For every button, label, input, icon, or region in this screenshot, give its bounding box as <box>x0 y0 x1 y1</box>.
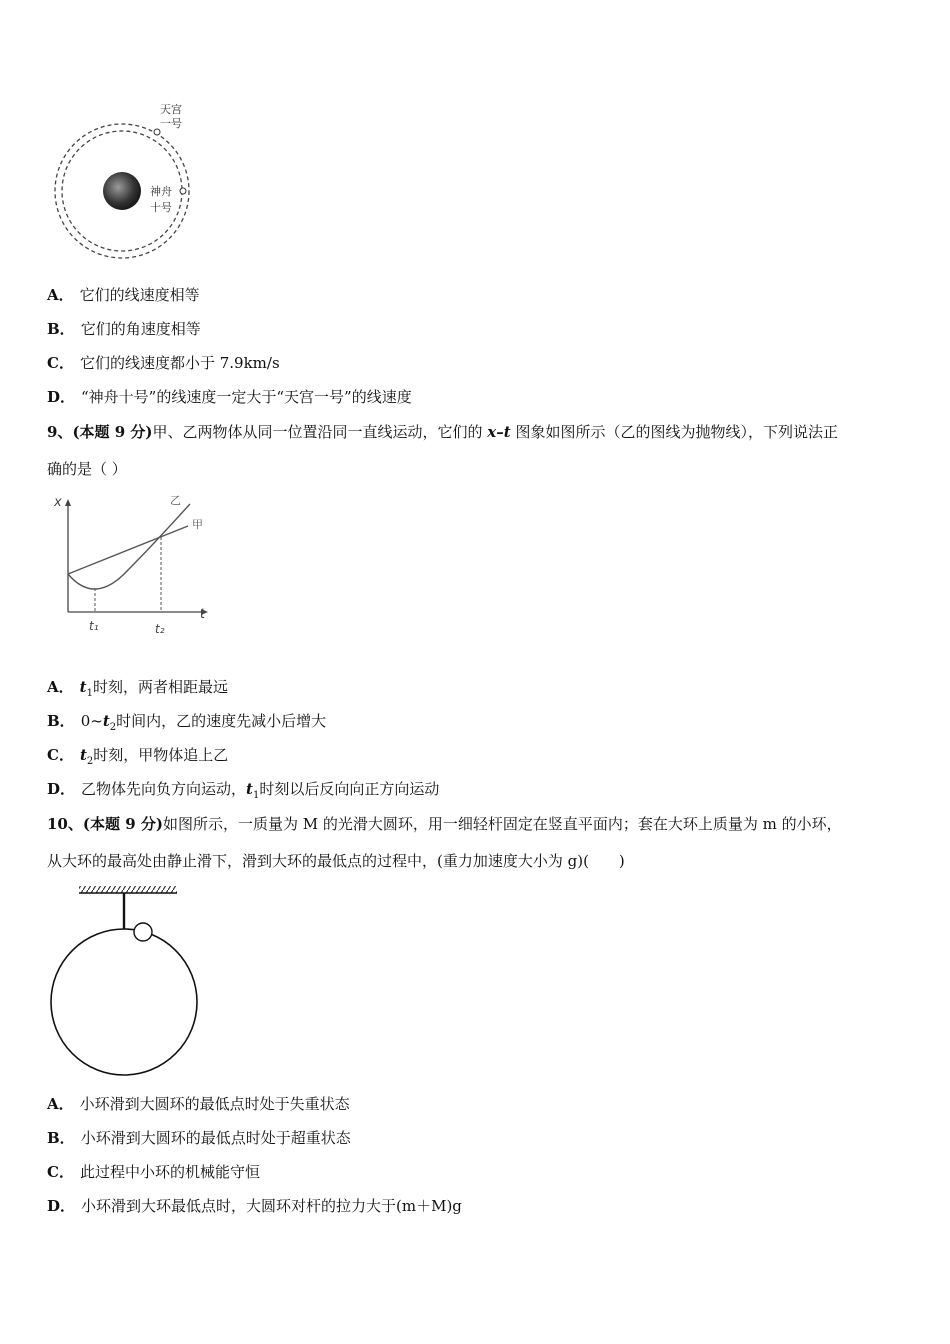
large-ring <box>51 929 197 1075</box>
label-tiangong-1: 天宫 <box>160 103 182 116</box>
q9-option-b: B． $0\sim t_2$时间内，乙的速度先减小后增大 <box>47 712 327 733</box>
q10-option-d: D． 小环滑到大环最低点时，大圆环对杆的拉力大于(m＋M)g <box>47 1197 462 1215</box>
t-axis-label: t <box>200 607 206 622</box>
q10-option-b: B． 小环滑到大圆环的最低点时处于超重状态 <box>47 1129 351 1147</box>
q10-stem-line-1: 10、(本题 9 分)如图所示，一质量为 M 的光滑大圆环，用一细轻杆固定在竖直平面内；套在大环上质量为 m 的小环， <box>47 815 842 833</box>
small-ring <box>134 923 152 941</box>
q8-option-b: B． 它们的角速度相等 <box>47 320 201 338</box>
curve-yi <box>68 504 190 589</box>
q9-number: 9、 <box>47 423 73 441</box>
q9-option-a: A． $t_1$时刻，两者相距最远 <box>47 678 228 699</box>
q10-option-c: C． 此过程中小环的机械能守恒 <box>47 1163 260 1181</box>
q9-option-c: C． $t_2$时刻，甲物体追上乙 <box>47 746 229 767</box>
label-shenzhou-1: 神舟 <box>150 185 172 198</box>
line-jia-label: 甲 <box>192 518 203 531</box>
q9-stem-line-2: 确的是（ ） <box>47 460 127 478</box>
q10-stem-line-2: 从大环的最高处由静止滑下，滑到大环的最低点的过程中，(重力加速度大小为 g)( ) <box>47 852 625 870</box>
orbit-figure <box>50 95 210 265</box>
curve-yi-label: 乙 <box>170 494 181 507</box>
label-tiangong-2: 一号 <box>160 117 182 130</box>
q10-option-a: A． 小环滑到大圆环的最低点时处于失重状态 <box>47 1095 350 1113</box>
label-shenzhou-2: 十号 <box>150 201 172 214</box>
q8-option-d: D． “神舟十号”的线速度一定大于“天宫一号”的线速度 <box>47 388 412 406</box>
earth <box>103 172 141 210</box>
q10-score: (本题 9 分) <box>82 815 163 833</box>
q10-number: 10、 <box>47 815 83 833</box>
line-jia <box>68 526 188 574</box>
x-axis-label: x <box>54 495 62 510</box>
xt-graph <box>50 490 220 640</box>
q8-option-a: A． 它们的线速度相等 <box>47 286 200 304</box>
q9-score: (本题 9 分) <box>72 423 153 441</box>
q9-stem-line-1: 9、(本题 9 分)甲、乙两物体从同一位置沿同一直线运动，它们的 x–t 图象如图所示（乙的图线为抛物线），下列说法正 <box>47 423 838 441</box>
t1-label: t₁ <box>89 619 99 633</box>
q9-option-d: D． 乙物体先向负方向运动，$t_1$时刻以后反向向正方向运动 <box>47 780 440 801</box>
q8-option-c: C． 它们的线速度都小于 7.9km/s <box>47 354 280 372</box>
t2-label: t₂ <box>155 622 165 636</box>
ceiling-hatch <box>79 886 177 893</box>
ring-figure <box>48 882 208 1077</box>
shenzhou-satellite <box>180 188 186 194</box>
